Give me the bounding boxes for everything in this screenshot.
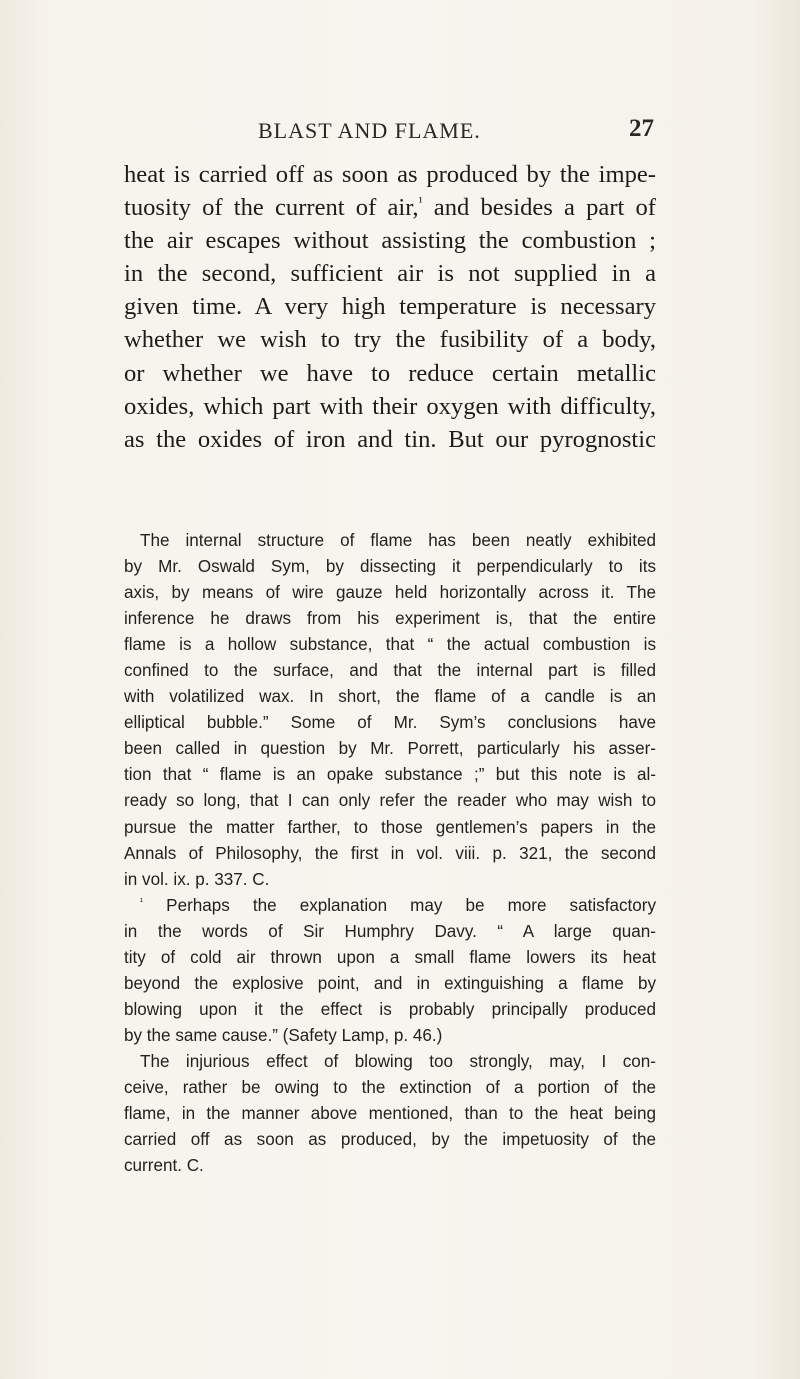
- main-text-line: given time. A very high temperature is necessary: [124, 293, 656, 321]
- page-number: 27: [629, 115, 654, 142]
- footnote-line: flame is a hollow substance, that “ the actual combustion is: [124, 635, 656, 655]
- footnote-line: by the same cause.” (Safety Lamp, p. 46.): [124, 1025, 443, 1045]
- footnote-line: ceive, rather be owing to the extinction of a portion of the: [124, 1077, 656, 1097]
- footnote-line: current. C.: [124, 1156, 204, 1176]
- footnote-line: in vol. ix. p. 337. C.: [124, 869, 270, 889]
- main-text-line: [124, 191, 656, 224]
- footnote-line: axis, by means of wire gauze held horizontally across it. The: [124, 583, 656, 603]
- footnote-line: beyond the explosive point, and in extinguishing a flame by: [124, 973, 656, 993]
- footnote-line: ready so long, that I can only refer the reader who may wish to: [124, 791, 656, 811]
- footnote-line: been called in question by Mr. Porrett, particularly his asser-: [124, 739, 656, 759]
- footnote-line: tity of cold air thrown upon a small flame lowers its heat: [124, 947, 656, 967]
- footnote-line: confined to the surface, and that the internal part is filled: [124, 661, 656, 681]
- main-text-line: the air escapes without assisting the combustion ;: [124, 227, 656, 255]
- main-text-segment: and besides a part of: [422, 194, 657, 222]
- main-text-line: in the second, sufficient air is not supplied in a: [124, 260, 656, 288]
- main-text-line: whether we wish to try the fusibility of a body,: [124, 326, 656, 354]
- main-text-line: or whether we have to reduce certain metallic: [124, 359, 656, 387]
- footnote-line: Annals of Philosophy, the first in vol. viii. p. 321, the second: [124, 843, 656, 863]
- footnote-line: The internal structure of flame has been neatly exhibited: [140, 531, 656, 550]
- footnote-line: tion that “ flame is an opake substance ;” but this note is al-: [124, 765, 656, 785]
- footnote-segment: Perhaps the explanation may be more satisfactory: [143, 895, 656, 915]
- footnote-line: in the words of Sir Humphry Davy. “ A large quan-: [124, 921, 656, 941]
- footnote-line: flame, in the manner above mentioned, than to the heat being: [124, 1104, 656, 1124]
- running-title: BLAST AND FLAME.: [258, 118, 481, 143]
- footnote-line: blowing upon it the effect is probably principally produced: [124, 999, 656, 1019]
- footnote-mark: ¹: [140, 894, 144, 906]
- footnotes: [124, 528, 656, 1179]
- footnote-line: The injurious effect of blowing too strongly, may, I con-: [140, 1051, 656, 1071]
- main-text: [124, 158, 656, 456]
- footnote-line: with volatilized wax. In short, the flame of a candle is an: [124, 687, 656, 707]
- main-text-line: oxides, which part with their oxygen with difficulty,: [124, 392, 656, 420]
- main-text-segment: tuosity of the current of air,: [124, 194, 419, 222]
- footnote-line: by Mr. Oswald Sym, by dissecting it perpendicularly to its: [124, 557, 656, 577]
- main-text-line: as the oxides of iron and tin. But our pyrognostic: [124, 425, 656, 453]
- footnote-reference-mark: ¹: [418, 193, 423, 209]
- footnote-line: carried off as soon as produced, by the impetuosity of the: [124, 1130, 656, 1150]
- footnote-line: pursue the matter farther, to those gentlemen’s papers in the: [124, 817, 656, 837]
- footnote-line: [124, 893, 656, 919]
- main-text-line: heat is carried off as soon as produced by the impe-: [124, 161, 656, 188]
- footnote-line: elliptical bubble.” Some of Mr. Sym’s conclusions have: [124, 713, 656, 733]
- footnote-line: inference he draws from his experiment is, that the entire: [124, 609, 656, 629]
